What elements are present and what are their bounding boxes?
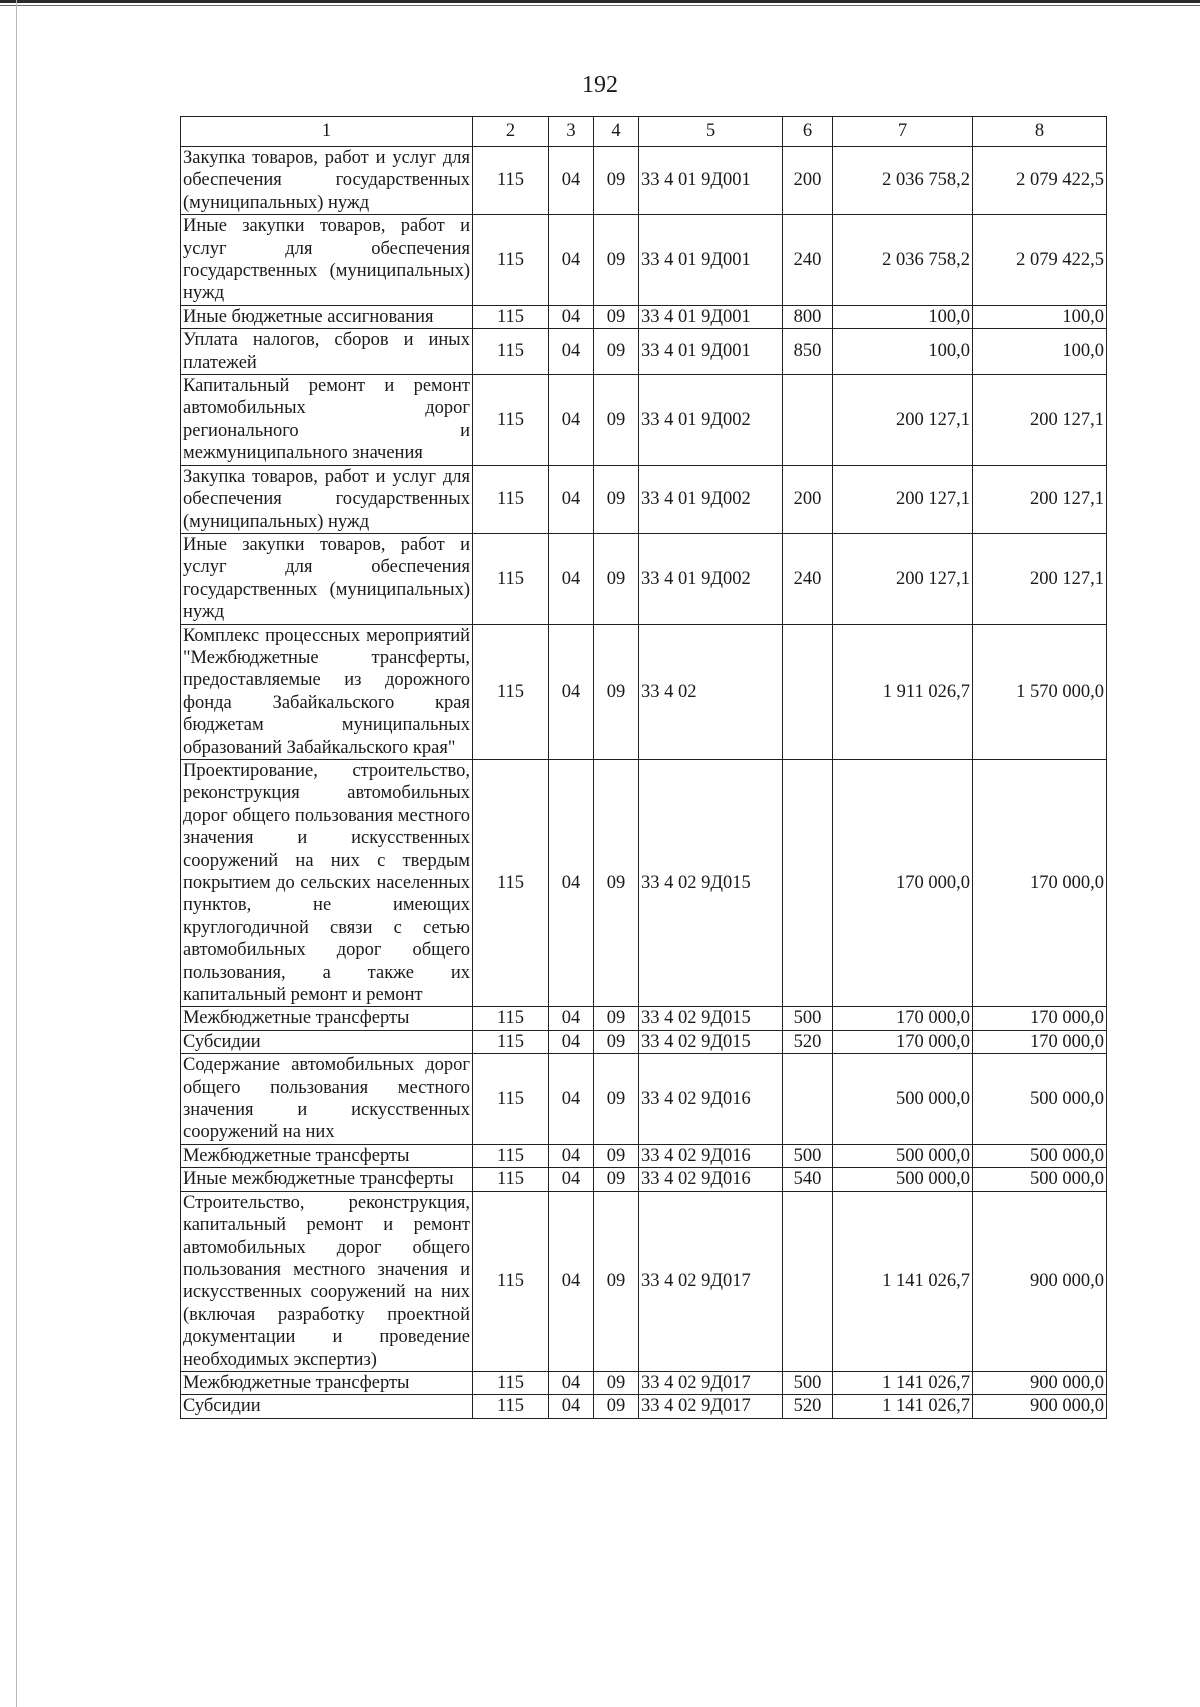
table-row (181, 1030, 1107, 1053)
amount-year1-cell: 100,0 (833, 329, 973, 375)
expense-type-cell: 850 (783, 329, 833, 375)
admin-code-cell: 115 (473, 1144, 549, 1167)
admin-code-cell: 115 (473, 1030, 549, 1053)
admin-code-cell: 115 (473, 1395, 549, 1418)
admin-code-cell: 115 (473, 215, 549, 306)
row-name-cell: Строительство, реконструкция, капитальный ремонт и ремонт автомобильных дорог общего пользования местного значения и искусственных сооружений на них (включая разработку проектной документации и проведение необходимых экспертиз) (181, 1191, 473, 1371)
amount-year2-cell: 900 000,0 (973, 1395, 1107, 1418)
scan-border-top (0, 0, 1200, 3)
row-name-cell: Субсидии (181, 1030, 473, 1053)
amount-year2-cell: 200 127,1 (973, 465, 1107, 533)
column-header: 7 (833, 117, 973, 147)
expense-type-cell: 240 (783, 533, 833, 624)
table-row (181, 1191, 1107, 1371)
subsection-cell: 09 (594, 759, 639, 1006)
section-cell: 04 (549, 1395, 594, 1418)
table-row (181, 215, 1107, 306)
amount-year2-cell: 100,0 (973, 329, 1107, 375)
section-cell: 04 (549, 1007, 594, 1030)
section-cell: 04 (549, 375, 594, 466)
target-article-cell: 33 4 02 9Д015 (639, 1030, 783, 1053)
amount-year1-cell: 170 000,0 (833, 1007, 973, 1030)
subsection-cell: 09 (594, 624, 639, 759)
target-article-cell: 33 4 02 9Д016 (639, 1168, 783, 1191)
expense-type-cell: 200 (783, 147, 833, 215)
amount-year1-cell: 100,0 (833, 305, 973, 328)
subsection-cell: 09 (594, 1007, 639, 1030)
target-article-cell: 33 4 02 9Д016 (639, 1054, 783, 1145)
section-cell: 04 (549, 329, 594, 375)
table-row (181, 624, 1107, 759)
amount-year2-cell: 900 000,0 (973, 1191, 1107, 1371)
amount-year2-cell: 1 570 000,0 (973, 624, 1107, 759)
row-name-cell: Иные бюджетные ассигнования (181, 305, 473, 328)
table-body (181, 147, 1107, 1419)
section-cell: 04 (549, 147, 594, 215)
amount-year2-cell: 170 000,0 (973, 1007, 1107, 1030)
amount-year1-cell: 200 127,1 (833, 465, 973, 533)
amount-year1-cell: 170 000,0 (833, 1030, 973, 1053)
amount-year2-cell: 500 000,0 (973, 1144, 1107, 1167)
target-article-cell: 33 4 02 9Д015 (639, 1007, 783, 1030)
header-row (181, 117, 1107, 147)
target-article-cell: 33 4 02 (639, 624, 783, 759)
amount-year2-cell: 200 127,1 (973, 533, 1107, 624)
row-name-cell: Комплекс процессных мероприятий "Межбюджетные трансферты, предоставляемые из дорожного фонда Забайкальского края бюджетам муниципальных образований Забайкальского края" (181, 624, 473, 759)
row-name-cell: Иные закупки товаров, работ и услуг для обеспечения государственных (муниципальных) нужд (181, 215, 473, 306)
table-row (181, 1168, 1107, 1191)
expense-type-cell (783, 759, 833, 1006)
amount-year1-cell: 500 000,0 (833, 1144, 973, 1167)
amount-year2-cell: 500 000,0 (973, 1054, 1107, 1145)
table-row (181, 759, 1107, 1006)
subsection-cell: 09 (594, 1371, 639, 1394)
amount-year2-cell: 500 000,0 (973, 1168, 1107, 1191)
subsection-cell: 09 (594, 1054, 639, 1145)
target-article-cell: 33 4 01 9Д002 (639, 375, 783, 466)
column-header: 5 (639, 117, 783, 147)
row-name-cell: Субсидии (181, 1395, 473, 1418)
subsection-cell: 09 (594, 1144, 639, 1167)
row-name-cell: Межбюджетные трансферты (181, 1144, 473, 1167)
amount-year1-cell: 1 141 026,7 (833, 1395, 973, 1418)
amount-year1-cell: 2 036 758,2 (833, 147, 973, 215)
column-header: 6 (783, 117, 833, 147)
section-cell: 04 (549, 1030, 594, 1053)
page-number: 192 (582, 72, 618, 98)
admin-code-cell: 115 (473, 305, 549, 328)
amount-year1-cell: 170 000,0 (833, 759, 973, 1006)
expense-type-cell: 240 (783, 215, 833, 306)
target-article-cell: 33 4 02 9Д017 (639, 1191, 783, 1371)
subsection-cell: 09 (594, 215, 639, 306)
admin-code-cell: 115 (473, 1371, 549, 1394)
section-cell: 04 (549, 533, 594, 624)
table-row (181, 305, 1107, 328)
expense-type-cell: 500 (783, 1007, 833, 1030)
table-row (181, 1395, 1107, 1418)
table-row (181, 465, 1107, 533)
row-name-cell: Уплата налогов, сборов и иных платежей (181, 329, 473, 375)
section-cell: 04 (549, 1054, 594, 1145)
amount-year1-cell: 200 127,1 (833, 375, 973, 466)
table-row (181, 1054, 1107, 1145)
target-article-cell: 33 4 01 9Д002 (639, 533, 783, 624)
subsection-cell: 09 (594, 1030, 639, 1053)
table-row (181, 1007, 1107, 1030)
subsection-cell: 09 (594, 1168, 639, 1191)
table-row (181, 147, 1107, 215)
subsection-cell: 09 (594, 375, 639, 466)
row-name-cell: Иные закупки товаров, работ и услуг для обеспечения государственных (муниципальных) нужд (181, 533, 473, 624)
amount-year1-cell: 2 036 758,2 (833, 215, 973, 306)
subsection-cell: 09 (594, 465, 639, 533)
table-row (181, 1144, 1107, 1167)
expense-type-cell: 500 (783, 1144, 833, 1167)
section-cell: 04 (549, 1144, 594, 1167)
subsection-cell: 09 (594, 305, 639, 328)
target-article-cell: 33 4 02 9Д017 (639, 1395, 783, 1418)
scan-border-left (16, 0, 17, 1707)
amount-year1-cell: 1 911 026,7 (833, 624, 973, 759)
column-header: 1 (181, 117, 473, 147)
target-article-cell: 33 4 01 9Д001 (639, 305, 783, 328)
table-row (181, 329, 1107, 375)
row-name-cell: Капитальный ремонт и ремонт автомобильных дорог регионального и межмуниципального значения (181, 375, 473, 466)
amount-year2-cell: 170 000,0 (973, 1030, 1107, 1053)
section-cell: 04 (549, 215, 594, 306)
expense-type-cell: 540 (783, 1168, 833, 1191)
amount-year2-cell: 2 079 422,5 (973, 215, 1107, 306)
column-header: 3 (549, 117, 594, 147)
expense-type-cell: 200 (783, 465, 833, 533)
amount-year1-cell: 1 141 026,7 (833, 1371, 973, 1394)
subsection-cell: 09 (594, 329, 639, 375)
amount-year2-cell: 200 127,1 (973, 375, 1107, 466)
table-row (181, 1371, 1107, 1394)
amount-year2-cell: 2 079 422,5 (973, 147, 1107, 215)
row-name-cell: Закупка товаров, работ и услуг для обеспечения государственных (муниципальных) нужд (181, 147, 473, 215)
section-cell: 04 (549, 465, 594, 533)
target-article-cell: 33 4 02 9Д015 (639, 759, 783, 1006)
section-cell: 04 (549, 1371, 594, 1394)
column-header: 4 (594, 117, 639, 147)
target-article-cell: 33 4 02 9Д016 (639, 1144, 783, 1167)
section-cell: 04 (549, 305, 594, 328)
column-header: 2 (473, 117, 549, 147)
scan-border-top-thin (0, 5, 1200, 6)
admin-code-cell: 115 (473, 759, 549, 1006)
table-row (181, 375, 1107, 466)
expense-type-cell (783, 1054, 833, 1145)
admin-code-cell: 115 (473, 1007, 549, 1030)
table-row (181, 533, 1107, 624)
row-name-cell: Закупка товаров, работ и услуг для обеспечения государственных (муниципальных) нужд (181, 465, 473, 533)
subsection-cell: 09 (594, 1191, 639, 1371)
expense-type-cell: 800 (783, 305, 833, 328)
expense-type-cell (783, 624, 833, 759)
row-name-cell: Межбюджетные трансферты (181, 1007, 473, 1030)
admin-code-cell: 115 (473, 533, 549, 624)
section-cell: 04 (549, 759, 594, 1006)
column-header: 8 (973, 117, 1107, 147)
amount-year1-cell: 500 000,0 (833, 1168, 973, 1191)
amount-year2-cell: 170 000,0 (973, 759, 1107, 1006)
row-name-cell: Иные межбюджетные трансферты (181, 1168, 473, 1191)
expense-type-cell: 520 (783, 1395, 833, 1418)
admin-code-cell: 115 (473, 465, 549, 533)
admin-code-cell: 115 (473, 375, 549, 466)
budget-table (180, 116, 1107, 1419)
admin-code-cell: 115 (473, 1191, 549, 1371)
admin-code-cell: 115 (473, 1054, 549, 1145)
expense-type-cell (783, 375, 833, 466)
amount-year1-cell: 200 127,1 (833, 533, 973, 624)
target-article-cell: 33 4 02 9Д017 (639, 1371, 783, 1394)
admin-code-cell: 115 (473, 147, 549, 215)
row-name-cell: Содержание автомобильных дорог общего пользования местного значения и искусственных сооружений на них (181, 1054, 473, 1145)
expense-type-cell: 500 (783, 1371, 833, 1394)
expense-type-cell (783, 1191, 833, 1371)
admin-code-cell: 115 (473, 1168, 549, 1191)
amount-year2-cell: 100,0 (973, 305, 1107, 328)
admin-code-cell: 115 (473, 329, 549, 375)
admin-code-cell: 115 (473, 624, 549, 759)
target-article-cell: 33 4 01 9Д001 (639, 329, 783, 375)
target-article-cell: 33 4 01 9Д002 (639, 465, 783, 533)
section-cell: 04 (549, 1191, 594, 1371)
expense-type-cell: 520 (783, 1030, 833, 1053)
row-name-cell: Проектирование, строительство, реконструкция автомобильных дорог общего пользования местного значения и искусственных сооружений на них с твердым покрытием до сельских населенных пунктов, не имеющих круглогодичной связи с сетью автомобильных дорог общего пользования, а также их капитальный ремонт и ремонт (181, 759, 473, 1006)
amount-year2-cell: 900 000,0 (973, 1371, 1107, 1394)
target-article-cell: 33 4 01 9Д001 (639, 215, 783, 306)
amount-year1-cell: 1 141 026,7 (833, 1191, 973, 1371)
target-article-cell: 33 4 01 9Д001 (639, 147, 783, 215)
row-name-cell: Межбюджетные трансферты (181, 1371, 473, 1394)
amount-year1-cell: 500 000,0 (833, 1054, 973, 1145)
section-cell: 04 (549, 624, 594, 759)
subsection-cell: 09 (594, 147, 639, 215)
subsection-cell: 09 (594, 533, 639, 624)
subsection-cell: 09 (594, 1395, 639, 1418)
section-cell: 04 (549, 1168, 594, 1191)
